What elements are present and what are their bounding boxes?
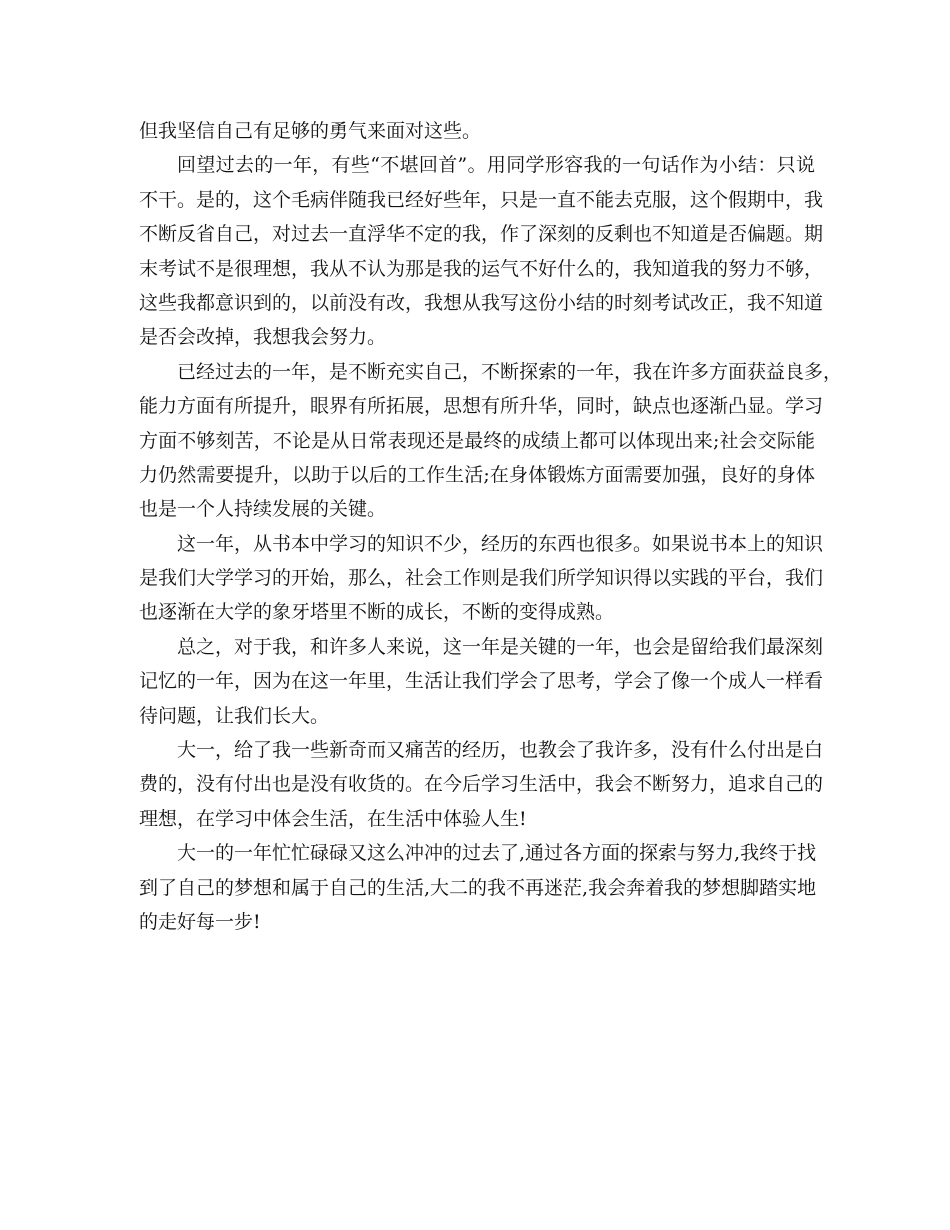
text-line: 是我们大学学习的开始，那么，社会工作则是我们所学知识得以实践的平台，我们 [139, 567, 824, 590]
text-line: 总之，对于我，和许多人来说，这一年是关键的一年，也会是留给我们最深刻 [177, 635, 824, 658]
text-line: 大一，给了我一些新奇而又痛苦的经历，也教会了我许多，没有什么付出是白 [177, 739, 824, 762]
text-line: 费的，没有付出也是没有收货的。在今后学习生活中，我会不断努力，追求自己的 [139, 773, 824, 796]
text-line: 但我坚信自己有足够的勇气来面对这些。 [139, 120, 482, 142]
paragraph [139, 836, 815, 939]
paragraph [139, 630, 824, 733]
paragraph [139, 527, 824, 630]
text-line: 到了自己的梦想和属于自己的生活,大二的我不再迷茫,我会奔着我的梦想脚踏实地 [139, 876, 817, 899]
text-line: 大一的一年忙忙碌碌又这么冲冲的过去了,通过各方面的探索与努力,我终于找 [177, 842, 817, 865]
paragraph [139, 148, 824, 354]
text-line: 力仍然需要提升，以助于以后的工作生活;在身体锻炼方面需要加强，良好的身体 [139, 463, 815, 486]
text-line: 理想，在学习中体会生活，在生活中体验人生! [139, 807, 527, 830]
document-body [139, 114, 843, 939]
text-line: 不断反省自己，对过去一直浮华不定的我，作了深刻的反剩也不知道是否偏题。期 [139, 223, 824, 246]
text-line: 末考试不是很理想，我从不认为那是我的运气不好什么的，我知道我的努力不够， [139, 257, 824, 280]
text-line: 待问题，让我们长大。 [139, 704, 330, 727]
text-line: 这一年，从书本中学习的知识不少，经历的东西也很多。如果说书本上的知识 [177, 532, 824, 555]
text-line: 回望过去的一年，有些“不堪回首”。用同学形容我的一句话作为小结：只说 [177, 154, 815, 177]
text-line: 不干。是的，这个毛病伴随我已经好些年，只是一直不能去克服，这个假期中，我 [139, 188, 824, 211]
text-line: 的走好每一步! [139, 910, 261, 933]
text-line: 方面不够刻苦，不论是从日常表现还是最终的成绩上都可以体现出来;社会交际能 [139, 429, 815, 452]
text-line: 这些我都意识到的，以前没有改，我想从我写这份小结的时刻考试改正，我不知道 [139, 291, 824, 314]
text-line: 记忆的一年，因为在这一年里，生活让我们学会了思考，学会了像一个成人一样看 [139, 670, 824, 693]
text-line: 能力方面有所提升，眼界有所拓展，思想有所升华，同时，缺点也逐渐凸显。学习 [139, 395, 824, 418]
paragraph [139, 114, 815, 148]
text-line: 也逐渐在大学的象牙塔里不断的成长，不断的变得成熟。 [139, 601, 615, 624]
text-line: 是否会改掉，我想我会努力。 [139, 326, 387, 349]
paragraph [139, 733, 824, 836]
paragraph [139, 355, 843, 527]
text-line: 已经过去的一年，是不断充实自己，不断探索的一年，我在许多方面获益良多， [177, 360, 843, 383]
text-line: 也是一个人持续发展的关键。 [139, 498, 387, 521]
